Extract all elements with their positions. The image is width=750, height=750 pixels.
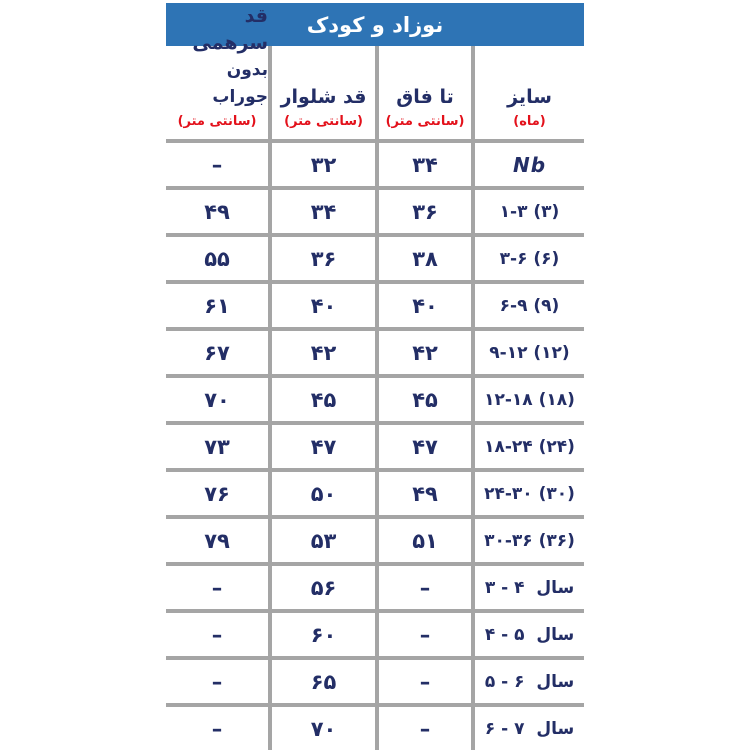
col-header-size <box>475 46 584 139</box>
cell-jumpsuit: ۶۷ <box>166 331 268 374</box>
table-title: نوزاد و کودک <box>306 12 444 37</box>
cell-size: ۳۰-۳۶ (۳۶) <box>475 519 584 562</box>
cell-rise: – <box>379 660 471 703</box>
cell-pants: ۴۲ <box>272 331 375 374</box>
cell-size: ۴ - ۵ سال <box>475 613 584 656</box>
cell-rise: – <box>379 613 471 656</box>
cell-jumpsuit: ۷۹ <box>166 519 268 562</box>
cell-rise: ۴۹ <box>379 472 471 515</box>
cell-jumpsuit: – <box>166 613 268 656</box>
cell-pants: ۳۴ <box>272 190 375 233</box>
col-header-pants-label: قد شلوار <box>280 86 367 108</box>
cell-pants: ۵۶ <box>272 566 375 609</box>
col-header-size-label: سایز <box>507 86 552 108</box>
cell-jumpsuit: ۷۳ <box>166 425 268 468</box>
cell-rise: ۵۱ <box>379 519 471 562</box>
cell-pants: ۶۰ <box>272 613 375 656</box>
col-header-rise <box>379 46 471 139</box>
cell-jumpsuit: ۷۰ <box>166 378 268 421</box>
cell-rise: ۳۸ <box>379 237 471 280</box>
cell-pants: ۴۵ <box>272 378 375 421</box>
cell-rise: ۳۶ <box>379 190 471 233</box>
cell-rise: – <box>379 566 471 609</box>
cell-rise: ۳۴ <box>379 143 471 186</box>
cell-rise: ۴۵ <box>379 378 471 421</box>
cell-size: ۱-۳ (۳) <box>475 190 584 233</box>
cell-rise: ۴۷ <box>379 425 471 468</box>
col-header-size-unit: (ماه) <box>513 114 546 129</box>
cell-size: ۱۲-۱۸ (۱۸) <box>475 378 584 421</box>
cell-size: ۶ - ۷ سال <box>475 707 584 750</box>
cell-jumpsuit: ۷۶ <box>166 472 268 515</box>
cell-pants: ۵۰ <box>272 472 375 515</box>
col-header-pants <box>272 46 375 139</box>
cell-pants: ۴۰ <box>272 284 375 327</box>
cell-jumpsuit: – <box>166 143 268 186</box>
col-header-pants-unit: (سانتی متر) <box>284 114 363 129</box>
size-chart <box>166 3 584 750</box>
cell-jumpsuit: – <box>166 660 268 703</box>
cell-rise: – <box>379 707 471 750</box>
col-header-rise-label: تا فاق <box>396 86 454 108</box>
col-header-jumpsuit-unit: (سانتی متر) <box>177 114 257 129</box>
cell-size: ۳-۶ (۶) <box>475 237 584 280</box>
cell-pants: ۶۵ <box>272 660 375 703</box>
cell-size: ۳ - ۴ سال <box>475 566 584 609</box>
col-header-jumpsuit-label2: بدون جوراب <box>212 60 268 107</box>
cell-jumpsuit: – <box>166 707 268 750</box>
cell-pants: ۷۰ <box>272 707 375 750</box>
cell-rise: ۴۲ <box>379 331 471 374</box>
cell-pants: ۳۲ <box>272 143 375 186</box>
col-header-rise-unit: (سانتی متر) <box>385 114 465 129</box>
cell-size: ۵ - ۶ سال <box>475 660 584 703</box>
cell-jumpsuit: ۵۵ <box>166 237 268 280</box>
cell-jumpsuit: ۴۹ <box>166 190 268 233</box>
cell-size: ۱۸-۲۴ (۲۴) <box>475 425 584 468</box>
col-header-jumpsuit <box>166 5 268 139</box>
cell-size: ۶-۹ (۹) <box>475 284 584 327</box>
cell-size: ۲۴-۳۰ (۳۰) <box>475 472 584 515</box>
cell-size: Nb <box>475 143 584 186</box>
cell-size: ۹-۱۲ (۱۲) <box>475 331 584 374</box>
cell-jumpsuit: – <box>166 566 268 609</box>
cell-pants: ۴۷ <box>272 425 375 468</box>
cell-pants: ۳۶ <box>272 237 375 280</box>
col-header-jumpsuit-label: قد سرهمی <box>192 5 268 54</box>
cell-pants: ۵۳ <box>272 519 375 562</box>
cell-rise: ۴۰ <box>379 284 471 327</box>
cell-jumpsuit: ۶۱ <box>166 284 268 327</box>
